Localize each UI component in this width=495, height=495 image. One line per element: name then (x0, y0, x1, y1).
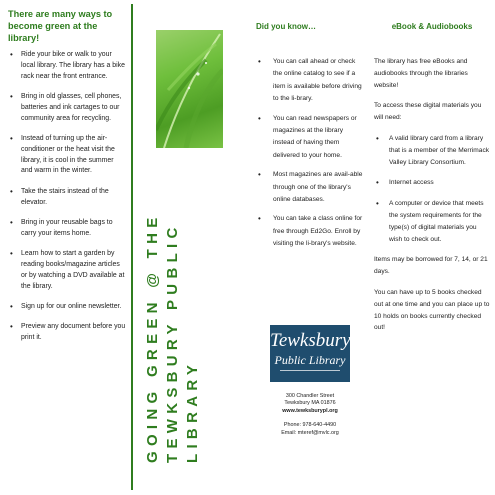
list-item: • Internet access (374, 177, 490, 189)
list-item: • Bring in your reusable bags to carry your items home. (8, 218, 126, 240)
library-website-link[interactable]: www.tewksburypl.org (282, 407, 338, 414)
list-item: • Bring in old glasses, cell phones, batteries and ink cartages to our community area for recycling. (8, 92, 126, 124)
did-you-know-list (256, 56, 364, 251)
address-street: 300 Chandler Street (285, 393, 335, 399)
list-item: • Preview any document before you print it. (8, 322, 126, 344)
email-address[interactable]: Email: mteref@mvlc.org (281, 429, 339, 436)
green-ways-column (8, 8, 126, 353)
list-item: • You can take a class online for free through Ed2Go. Enroll by visiting the li-brary's website. (256, 213, 364, 250)
logo-rule (280, 370, 340, 371)
green-ways-list (8, 50, 126, 344)
ebook-requirements-intro: To access these digital materials you will need: (374, 102, 482, 122)
list-item: • You can read newspapers or magazines at the library instead of having them delivered to your home. (256, 113, 364, 163)
vertical-title-line: LIBRARY (184, 359, 201, 463)
ebook-heading: eBook & Audiobooks (391, 22, 473, 31)
ebook-audiobooks-column (374, 22, 490, 343)
list-item: • Learn how to start a garden by reading books/magazine articles or by watching a DVD available at the library. (8, 249, 126, 292)
grass-blade-illustration (156, 30, 223, 148)
green-ways-heading: There are many ways to become green at the library! (8, 9, 113, 43)
phone-number: Phone: 978-640-4490 (283, 422, 337, 429)
vertical-title-line: TEWKSBURY PUBLIC (164, 222, 181, 463)
logo-line-1: Tewksbury (270, 330, 351, 351)
list-item: • A valid library card from a library that is a member of the Merrimack Valley Library Consortium. (374, 133, 490, 168)
grass-photo (156, 30, 223, 148)
ebook-requirements-list (374, 133, 490, 245)
vertical-title-line: GOING GREEN @ THE (144, 212, 161, 463)
address-city: Tewksbury MA 01876 (284, 400, 336, 407)
loan-period-text: Items may be borrowed for 7, 14, or 21 days. (374, 256, 488, 276)
list-item: • Take the stairs instead of the elevator. (8, 187, 126, 209)
ebook-intro: The library has free eBooks and audiobooks through the libraries website! (374, 58, 468, 89)
logo-line-2: Public Library (274, 353, 346, 367)
did-you-know-heading: Did you know… (256, 22, 316, 31)
checkout-limit-text: You can have up to 5 books checked out at one time and you can place up to 10 holds on books currently checked out! (374, 288, 490, 332)
list-item: • You can call ahead or check the online catalog to see if a item is available before driving to the li-brary. (256, 56, 364, 106)
library-logo (270, 325, 350, 382)
list-item: • Most magazines are avail-able through one of the library's online databases. (256, 169, 364, 206)
list-item: • A computer or device that meets the system requirements for the type(s) of digital materials you wish to check out. (374, 198, 490, 245)
list-item: • Instead of turning up the air-conditioner or the heat visit the library, it is cool in the summer and warm in the winter. (8, 134, 126, 177)
library-contact-block (256, 393, 364, 437)
did-you-know-column (256, 22, 364, 258)
green-divider-line (131, 4, 133, 490)
list-item: • Ride your bike or walk to your local library. The library has a bike rack near the front entrance. (8, 50, 126, 82)
going-green-vertical-title (143, 212, 203, 463)
list-item: • Sign up for our online newsletter. (8, 302, 126, 313)
